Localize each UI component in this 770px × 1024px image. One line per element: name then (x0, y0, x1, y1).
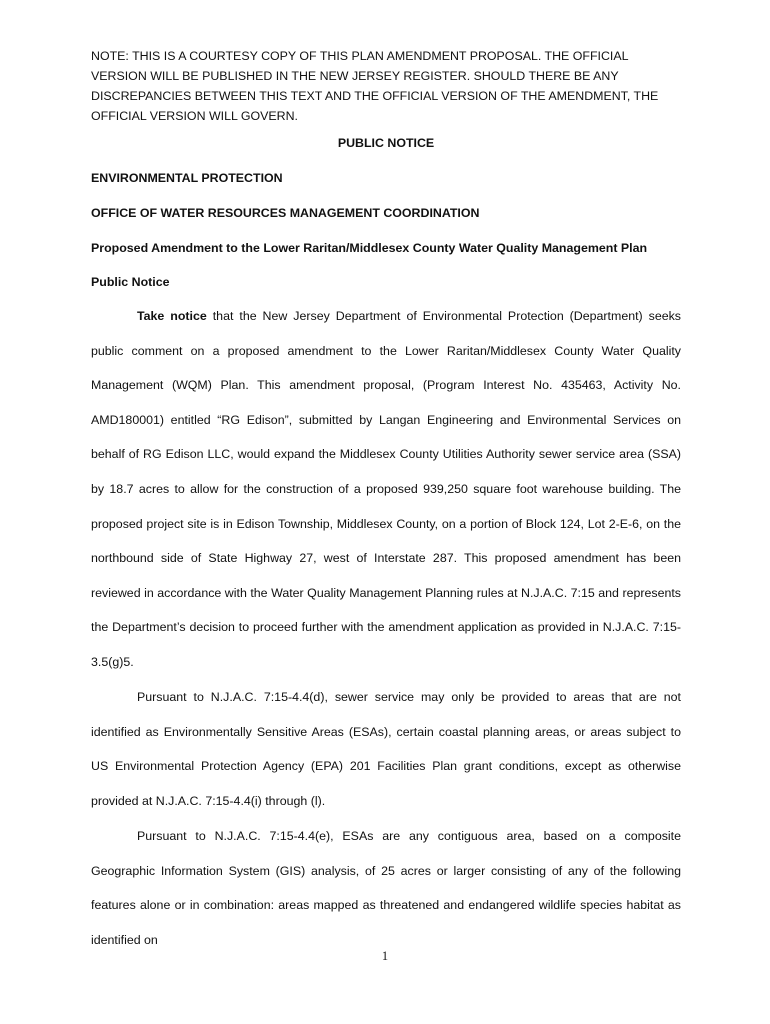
page-number: 1 (381, 949, 389, 963)
agency-heading: ENVIRONMENTAL PROTECTION (91, 171, 283, 185)
office-heading: OFFICE OF WATER RESOURCES MANAGEMENT COORDINATION (91, 206, 480, 220)
take-notice-lead: Take notice (137, 309, 207, 323)
notice-paragraph-1 (91, 299, 681, 680)
notice-paragraph-3: Pursuant to N.J.A.C. 7:15-4.4(e), ESAs are any contiguous area, based on a composite Geographic Information System (GIS) analysis, of 25 acres or larger consisting of any of the following features alone or in combination: areas mapped as threatened and endangered wildlife species habitat as identified on (91, 829, 681, 947)
amendment-title: Proposed Amendment to the Lower Raritan/Middlesex County Water Quality Management Plan (91, 241, 648, 255)
public-notice-heading: PUBLIC NOTICE (337, 136, 435, 150)
notice-paragraph-1-text: that the New Jersey Department of Environmental Protection (Department) seeks public comment on a proposed amendment to the Lower Raritan/Middlesex County Water Quality Management (WQM) Plan. This amendment proposal, (Program Interest No. 435463, Activity No. AMD180001) entitled “RG Edison”, submitted by Langan Engineering and Environmental Services on behalf of RG Edison LLC, would expand the Middlesex County Utilities Authority sewer service area (SSA) by 18.7 acres to allow for the construction of a proposed 939,250 square foot warehouse building. The proposed project site is in Edison Township, Middlesex County, on a portion of Block 124, Lot 2-E-6, on the northbound side of State Highway 27, west of Interstate 287. This proposed amendment has been reviewed in accordance with the Water Quality Management Planning rules at N.J.A.C. 7:15 and represents the Department’s decision to proceed further with the amendment application as provided in N.J.A.C. 7:15-3.5(g)5. (91, 309, 681, 669)
public-notice-subheading: Public Notice (91, 275, 170, 289)
notice-paragraph-2: Pursuant to N.J.A.C. 7:15-4.4(d), sewer service may only be provided to areas that are not identified as Environmentally Sensitive Areas (ESAs), certain coastal planning areas, or areas subject to US Environmental Protection Agency (EPA) 201 Facilities Plan grant conditions, except as otherwise provided at N.J.A.C. 7:15-4.4(i) through (l). (91, 690, 681, 808)
courtesy-copy-note: NOTE: THIS IS A COURTESY COPY OF THIS PLAN AMENDMENT PROPOSAL. THE OFFICIAL VERSION WILL BE PUBLISHED IN THE NEW JERSEY REGISTER. SHOULD THERE BE ANY DISCREPANCIES BETWEEN THIS TEXT AND THE OFFICIAL VERSION OF THE AMENDMENT, THE OFFICIAL VERSION WILL GOVERN. (91, 49, 659, 123)
